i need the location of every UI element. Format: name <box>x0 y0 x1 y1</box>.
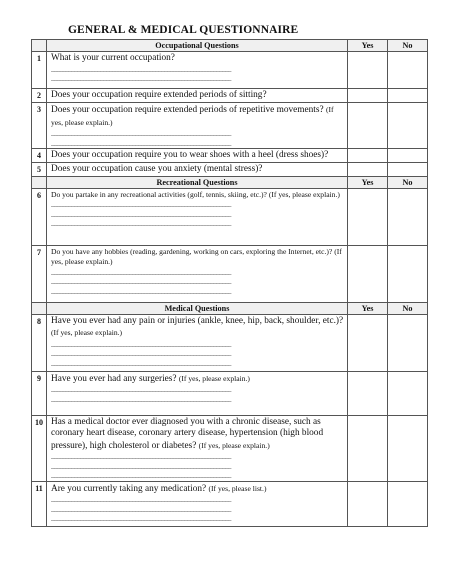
no-column-header: No <box>388 176 428 188</box>
yes-checkbox-cell[interactable] <box>348 52 388 89</box>
section-title: Medical Questions <box>47 302 348 314</box>
yes-checkbox-cell[interactable] <box>348 415 388 481</box>
answer-blank-line[interactable]: ______________________________________________________________ <box>51 64 231 73</box>
answer-blank-line[interactable]: ______________________________________________________________ <box>51 461 231 470</box>
question-text: Have you ever had any surgeries? <box>51 373 177 384</box>
yes-checkbox-cell[interactable] <box>348 481 388 526</box>
question-text: Does your occupation require you to wear shoes with a heel (dress shoes)? <box>51 150 329 160</box>
no-checkbox-cell[interactable] <box>388 89 428 103</box>
section-title: Recreational Questions <box>47 176 348 188</box>
header-blank-cell <box>32 302 47 314</box>
question-number: 4 <box>32 149 47 163</box>
question-cell <box>47 52 348 89</box>
question-text: What is your current occupation? <box>51 53 175 63</box>
question-number: 9 <box>32 371 47 415</box>
answer-blank-line[interactable]: ______________________________________________________________ <box>51 514 231 522</box>
answer-blank-line[interactable]: ______________________________________________________________ <box>51 138 231 147</box>
header-blank-cell <box>32 176 47 188</box>
question-number: 5 <box>32 163 47 177</box>
no-column-header: No <box>388 302 428 314</box>
question-text: Do you partake in any recreational activities (golf, tennis, skiing, etc.)? <box>51 189 267 199</box>
answer-blank-line[interactable]: ______________________________________________________________ <box>51 339 231 348</box>
question-number: 6 <box>32 188 47 245</box>
yes-checkbox-cell[interactable] <box>348 245 388 302</box>
question-note: (If yes, please explain.) <box>268 189 340 199</box>
answer-blank-line[interactable]: ______________________________________________________________ <box>51 394 231 403</box>
answer-blank-line[interactable]: ______________________________________________________________ <box>51 385 231 393</box>
question-number: 1 <box>32 52 47 89</box>
page-title: GENERAL & MEDICAL QUESTIONNAIRE <box>68 24 299 36</box>
answer-blank-line[interactable]: ______________________________________________________________ <box>51 286 231 295</box>
question-cell <box>47 415 348 481</box>
question-text: Has a medical doctor ever diagnosed you with a chronic disease, such as coronary heart disease, coronary artery disease, hypertension (high blood pressure), high cholesterol or diabetes? <box>51 416 324 451</box>
yes-checkbox-cell[interactable] <box>348 188 388 245</box>
yes-column-header: Yes <box>348 40 388 52</box>
question-number: 10 <box>32 415 47 481</box>
question-row <box>32 89 428 103</box>
question-row <box>32 371 428 415</box>
question-note: (If yes, please explain.) <box>198 440 270 450</box>
question-cell <box>47 149 348 163</box>
question-number: 3 <box>32 103 47 149</box>
no-checkbox-cell[interactable] <box>388 52 428 89</box>
yes-column-header: Yes <box>348 176 388 188</box>
answer-blank-line[interactable]: ______________________________________________________________ <box>51 471 231 479</box>
no-checkbox-cell[interactable] <box>388 415 428 481</box>
answer-blank-line[interactable]: ______________________________________________________________ <box>51 74 231 82</box>
answer-blank-line[interactable]: ______________________________________________________________ <box>51 358 231 367</box>
yes-checkbox-cell[interactable] <box>348 371 388 415</box>
question-row <box>32 415 428 481</box>
answer-blank-line[interactable]: ______________________________________________________________ <box>51 200 231 208</box>
yes-column-header: Yes <box>348 302 388 314</box>
section-title: Occupational Questions <box>47 40 348 52</box>
yes-checkbox-cell[interactable] <box>348 163 388 177</box>
question-row <box>32 52 428 89</box>
question-text: Do you have any hobbies (reading, gardening, working on cars, exploring the Internet, etc.)? <box>51 246 333 256</box>
question-row <box>32 314 428 371</box>
no-column-header: No <box>388 40 428 52</box>
answer-blank-line[interactable]: ______________________________________________________________ <box>51 452 231 460</box>
question-cell <box>47 371 348 415</box>
question-number: 11 <box>32 481 47 526</box>
answer-blank-line[interactable]: ______________________________________________________________ <box>51 277 231 285</box>
no-checkbox-cell[interactable] <box>388 188 428 245</box>
no-checkbox-cell[interactable] <box>388 163 428 177</box>
question-text: Does your occupation cause you anxiety (mental stress)? <box>51 164 263 174</box>
answer-blank-line[interactable]: ______________________________________________________________ <box>51 209 231 218</box>
question-row <box>32 481 428 526</box>
question-row <box>32 103 428 149</box>
question-cell <box>47 103 348 149</box>
question-cell <box>47 89 348 103</box>
question-cell <box>47 245 348 302</box>
question-note: (If yes, please explain.) <box>51 105 334 127</box>
header-blank-cell <box>32 40 47 52</box>
answer-blank-line[interactable]: ______________________________________________________________ <box>51 219 231 227</box>
question-text: Have you ever had any pain or injuries (ankle, knee, hip, back, shoulder, etc.)? <box>51 315 344 326</box>
question-text: Are you currently taking any medication? <box>51 483 207 494</box>
yes-checkbox-cell[interactable] <box>348 89 388 103</box>
question-number: 7 <box>32 245 47 302</box>
recreational-section-header <box>32 176 428 188</box>
answer-blank-line[interactable]: ______________________________________________________________ <box>51 495 231 503</box>
question-row <box>32 163 428 177</box>
answer-blank-line[interactable]: ______________________________________________________________ <box>51 267 231 276</box>
yes-checkbox-cell[interactable] <box>348 103 388 149</box>
question-row <box>32 245 428 302</box>
question-cell <box>47 314 348 371</box>
yes-checkbox-cell[interactable] <box>348 314 388 371</box>
question-number: 2 <box>32 89 47 103</box>
medical-section-header <box>32 302 428 314</box>
no-checkbox-cell[interactable] <box>388 245 428 302</box>
no-checkbox-cell[interactable] <box>388 103 428 149</box>
yes-checkbox-cell[interactable] <box>348 149 388 163</box>
occupational-section-header <box>32 40 428 52</box>
answer-blank-line[interactable]: ______________________________________________________________ <box>51 129 231 137</box>
question-cell <box>47 163 348 177</box>
question-row <box>32 149 428 163</box>
question-cell <box>47 188 348 245</box>
no-checkbox-cell[interactable] <box>388 314 428 371</box>
question-note: (If yes, please explain.) <box>51 328 123 337</box>
question-note: (If yes, please list.) <box>208 483 267 493</box>
no-checkbox-cell[interactable] <box>388 371 428 415</box>
answer-blank-line[interactable]: ______________________________________________________________ <box>51 349 231 357</box>
answer-blank-line[interactable]: ______________________________________________________________ <box>51 504 231 513</box>
question-row <box>32 188 428 245</box>
question-note: (If yes, please explain.) <box>51 246 342 266</box>
question-text: Does your occupation require extended periods of sitting? <box>51 90 267 100</box>
question-text: Does your occupation require extended periods of repetitive movements? <box>51 105 324 115</box>
no-checkbox-cell[interactable] <box>388 481 428 526</box>
no-checkbox-cell[interactable] <box>388 149 428 163</box>
question-number: 8 <box>32 314 47 371</box>
question-cell <box>47 481 348 526</box>
question-note: (If yes, please explain.) <box>178 373 250 383</box>
questionnaire-table <box>31 39 428 527</box>
